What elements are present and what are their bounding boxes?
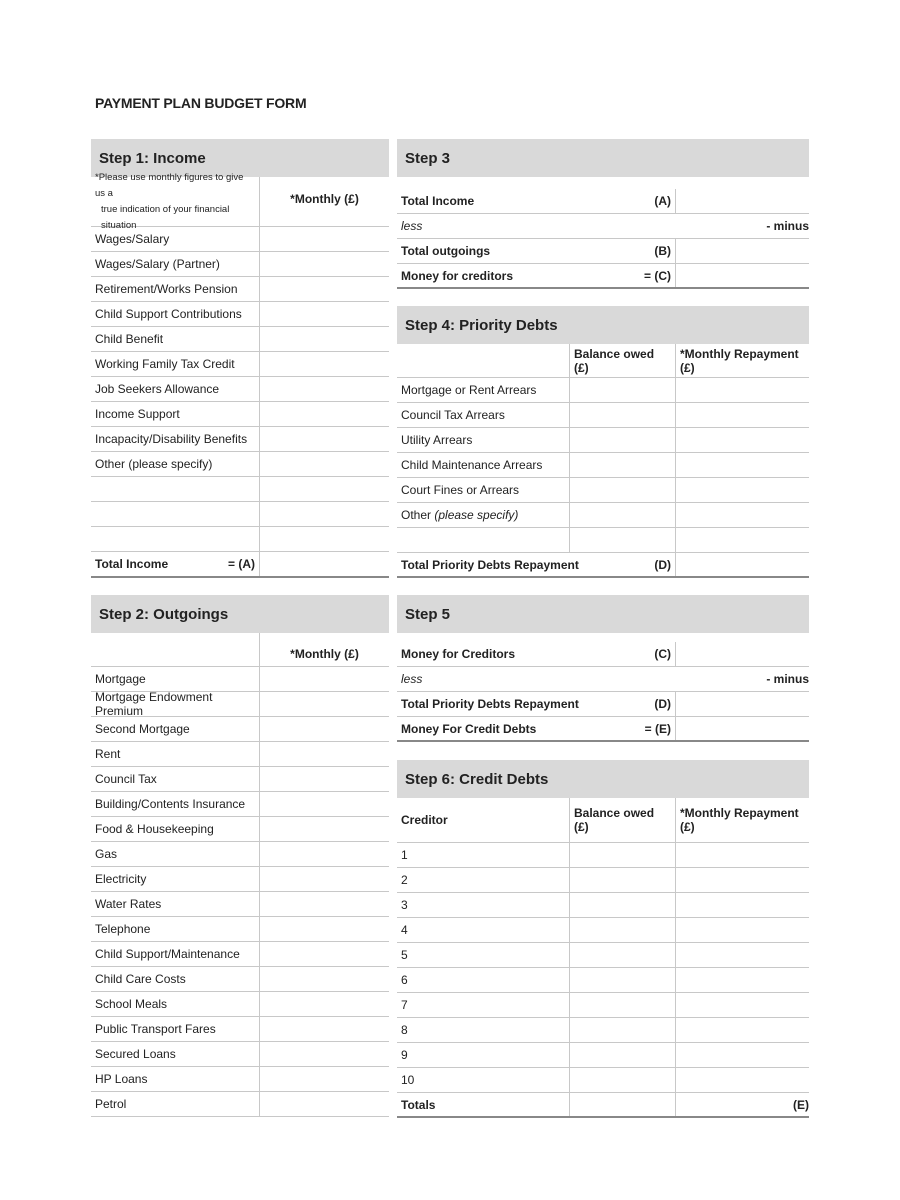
step4-repayment-header: *Monthly Repayment (£) (675, 344, 809, 377)
amount-input[interactable] (569, 1068, 675, 1092)
row-label: Rent (95, 747, 121, 761)
row-label: Incapacity/Disability Benefits (95, 432, 248, 446)
table-row (91, 1042, 389, 1067)
row-label: Utility Arrears (401, 433, 473, 447)
row-label: 4 (401, 923, 408, 937)
step4-balance-header: Balance owed (£) (569, 344, 675, 377)
amount-input[interactable] (259, 252, 389, 276)
row-label: Child Support/Maintenance (95, 947, 240, 961)
step6-balance-header: Balance owed (£) (569, 798, 675, 842)
amount-input[interactable] (569, 1018, 675, 1042)
step4-other-row: Other (please specify) (397, 503, 809, 528)
table-row (91, 1017, 389, 1042)
amount-input[interactable] (259, 767, 389, 791)
step4-total-row: Total Priority Debts Repayment (D) (397, 553, 809, 578)
amount-input[interactable] (259, 302, 389, 326)
table-row (91, 377, 389, 402)
amount-input[interactable] (259, 277, 389, 301)
row-label: Child Support Contributions (95, 307, 242, 321)
amount-input[interactable] (569, 893, 675, 917)
amount-input[interactable] (259, 1017, 389, 1041)
amount-input[interactable] (569, 993, 675, 1017)
row-label: Working Family Tax Credit (95, 357, 235, 371)
step5-section (397, 595, 809, 742)
row-label: Child Benefit (95, 332, 164, 346)
step3-header: Step 3 (397, 139, 809, 177)
step3-total-outgoings-row: Total outgoings (B) (397, 239, 809, 264)
amount-input[interactable] (259, 742, 389, 766)
row-label: School Meals (95, 997, 168, 1011)
step1-total-code: = (A) (228, 557, 255, 571)
table-row (91, 477, 389, 502)
step3-money-for-creditors-input[interactable] (675, 264, 809, 287)
row-label: 7 (401, 998, 408, 1012)
row-label: Income Support (95, 407, 180, 421)
row-label (91, 527, 259, 551)
amount-input[interactable] (675, 993, 809, 1017)
row-label: Wages/Salary (Partner) (95, 257, 220, 271)
row-label: 9 (401, 1048, 408, 1062)
amount-input[interactable] (675, 1043, 809, 1067)
row-label: Building/Contents Insurance (95, 797, 246, 811)
amount-input[interactable] (259, 327, 389, 351)
table-row (91, 1067, 389, 1092)
step4-total-input[interactable] (675, 553, 809, 576)
row-label: Wages/Salary (95, 232, 170, 246)
amount-input[interactable] (675, 1018, 809, 1042)
step4-rows (397, 378, 809, 503)
amount-input[interactable] (569, 868, 675, 892)
table-row (91, 942, 389, 967)
row-label: Petrol (95, 1097, 127, 1111)
table-row (91, 842, 389, 867)
row-label: Secured Loans (95, 1047, 176, 1061)
table-row (91, 327, 389, 352)
amount-input[interactable] (675, 378, 809, 402)
amount-input[interactable] (675, 453, 809, 477)
table-row (91, 452, 389, 477)
row-label (91, 502, 259, 526)
table-row (91, 867, 389, 892)
table-row (91, 967, 389, 992)
step5-total-priority-row: Total Priority Debts Repayment (D) (397, 692, 809, 717)
table-row (91, 502, 389, 527)
step2-monthly-header: *Monthly (£) (259, 633, 389, 666)
amount-input[interactable] (259, 917, 389, 941)
amount-input[interactable] (569, 428, 675, 452)
table-row (91, 692, 389, 717)
step3-section (397, 139, 809, 289)
step5-header: Step 5 (397, 595, 809, 633)
step6-totals-row: Totals (E) (397, 1093, 809, 1118)
amount-input[interactable] (259, 667, 389, 691)
table-row (91, 742, 389, 767)
amount-input[interactable] (259, 402, 389, 426)
step2-rows (91, 667, 389, 1117)
row-label: Child Care Costs (95, 972, 186, 986)
step4-priority-debts-section (397, 306, 809, 578)
amount-input[interactable] (569, 843, 675, 867)
step3-total-outgoings-input[interactable] (675, 239, 809, 263)
row-label: Telephone (95, 922, 151, 936)
amount-input[interactable] (259, 892, 389, 916)
table-row (397, 918, 809, 943)
row-label: 5 (401, 948, 408, 962)
step6-header: Step 6: Credit Debts (397, 760, 809, 798)
table-row (397, 1018, 809, 1043)
table-row (397, 1068, 809, 1093)
amount-input[interactable] (259, 1067, 389, 1091)
row-label: Child Maintenance Arrears (401, 458, 543, 472)
amount-input[interactable] (259, 992, 389, 1016)
table-row (91, 252, 389, 277)
amount-input[interactable] (259, 692, 389, 716)
row-label: HP Loans (95, 1072, 148, 1086)
amount-input[interactable] (259, 352, 389, 376)
amount-input[interactable] (259, 942, 389, 966)
table-row (397, 943, 809, 968)
amount-input[interactable] (259, 967, 389, 991)
row-label: Second Mortgage (95, 722, 190, 736)
page-title: PAYMENT PLAN BUDGET FORM (95, 95, 307, 111)
amount-input[interactable] (675, 843, 809, 867)
step3-less-row: less - minus (397, 214, 809, 239)
step4-header: Step 4: Priority Debts (397, 306, 809, 344)
row-label: Mortgage Endowment Premium (95, 690, 213, 718)
step2-header: Step 2: Outgoings (91, 595, 389, 633)
table-row (397, 378, 809, 403)
table-row (91, 767, 389, 792)
amount-input[interactable] (259, 527, 389, 551)
step3-money-for-creditors-row: Money for creditors = (C) (397, 264, 809, 289)
amount-input[interactable] (259, 842, 389, 866)
table-row (397, 478, 809, 503)
amount-input[interactable] (675, 968, 809, 992)
table-row (91, 717, 389, 742)
row-label: 2 (401, 873, 408, 887)
amount-input[interactable] (259, 477, 389, 501)
row-label: 10 (401, 1073, 415, 1087)
table-row (397, 1043, 809, 1068)
table-row (91, 302, 389, 327)
amount-input[interactable] (675, 893, 809, 917)
amount-input[interactable] (569, 403, 675, 427)
row-label: Gas (95, 847, 118, 861)
amount-input[interactable] (259, 502, 389, 526)
row-label: Mortgage (95, 672, 146, 686)
row-label: Water Rates (95, 897, 162, 911)
amount-input[interactable] (675, 403, 809, 427)
step1-note: *Please use monthly figures to give us a true indication of your financial situation (95, 171, 244, 231)
amount-input[interactable] (259, 1042, 389, 1066)
amount-input[interactable] (259, 1092, 389, 1116)
amount-input[interactable] (259, 817, 389, 841)
table-row (397, 843, 809, 868)
amount-input[interactable] (569, 478, 675, 502)
step1-total-label: Total Income (95, 557, 169, 571)
step6-rows (397, 843, 809, 1093)
amount-input[interactable] (569, 1043, 675, 1067)
table-row (397, 993, 809, 1018)
table-row (397, 403, 809, 428)
table-row (91, 1092, 389, 1117)
row-label: Council Tax Arrears (401, 408, 505, 422)
amount-input[interactable] (569, 943, 675, 967)
step6-creditor-header: Creditor (401, 813, 448, 827)
row-label: Council Tax (95, 772, 157, 786)
row-label: Food & Housekeeping (95, 822, 214, 836)
table-row (91, 427, 389, 452)
step1-income-section (91, 139, 389, 578)
amount-input[interactable] (675, 868, 809, 892)
row-label: Mortgage or Rent Arrears (401, 383, 537, 397)
row-label: 1 (401, 848, 408, 862)
step4-other-balance-input[interactable] (569, 503, 675, 527)
amount-input[interactable] (569, 378, 675, 402)
amount-input[interactable] (569, 918, 675, 942)
table-row (91, 277, 389, 302)
amount-input[interactable] (259, 452, 389, 476)
table-row (91, 792, 389, 817)
row-label: 8 (401, 1023, 408, 1037)
step1-header: Step 1: Income (91, 139, 389, 177)
amount-input[interactable] (569, 453, 675, 477)
amount-input[interactable] (675, 478, 809, 502)
row-label: 6 (401, 973, 408, 987)
amount-input[interactable] (259, 867, 389, 891)
amount-input[interactable] (259, 377, 389, 401)
table-row (397, 453, 809, 478)
row-label: Job Seekers Allowance (95, 382, 220, 396)
step2-outgoings-section (91, 595, 389, 1117)
table-row (91, 227, 389, 252)
step3-total-income-row: Total Income (A) (397, 189, 809, 214)
amount-input[interactable] (675, 943, 809, 967)
table-row (397, 868, 809, 893)
step5-less-row: less - minus (397, 667, 809, 692)
table-row (91, 992, 389, 1017)
row-label (91, 477, 259, 501)
row-label: Public Transport Fares (95, 1022, 216, 1036)
step4-other-repayment-input[interactable] (675, 503, 809, 527)
amount-input[interactable] (259, 227, 389, 251)
step1-total-row (91, 552, 389, 578)
row-label: Other (please specify) (95, 457, 213, 471)
step3-total-income-input[interactable] (675, 189, 809, 213)
step5-money-for-creditors-row: Money for Creditors (C) (397, 642, 809, 667)
table-row (397, 428, 809, 453)
step1-rows (91, 227, 389, 552)
table-row (91, 892, 389, 917)
table-row (91, 667, 389, 692)
table-row (91, 527, 389, 552)
amount-input[interactable] (675, 918, 809, 942)
step5-money-for-credit-debts-row: Money For Credit Debts = (E) (397, 717, 809, 742)
table-row (91, 352, 389, 377)
table-row (91, 402, 389, 427)
amount-input[interactable] (259, 717, 389, 741)
row-label: Electricity (95, 872, 147, 886)
step1-monthly-header: *Monthly (£) (259, 177, 389, 226)
row-label: 3 (401, 898, 408, 912)
step6-repayment-header: *Monthly Repayment (£) (675, 798, 809, 842)
amount-input[interactable] (675, 1068, 809, 1092)
step1-total-input[interactable] (259, 552, 389, 576)
table-row (397, 968, 809, 993)
amount-input[interactable] (259, 427, 389, 451)
amount-input[interactable] (675, 428, 809, 452)
table-row (91, 817, 389, 842)
amount-input[interactable] (259, 792, 389, 816)
row-label: Court Fines or Arrears (401, 483, 520, 497)
table-row (397, 893, 809, 918)
step6-credit-debts-section (397, 760, 809, 1118)
amount-input[interactable] (569, 968, 675, 992)
row-label: Retirement/Works Pension (95, 282, 238, 296)
table-row (91, 917, 389, 942)
